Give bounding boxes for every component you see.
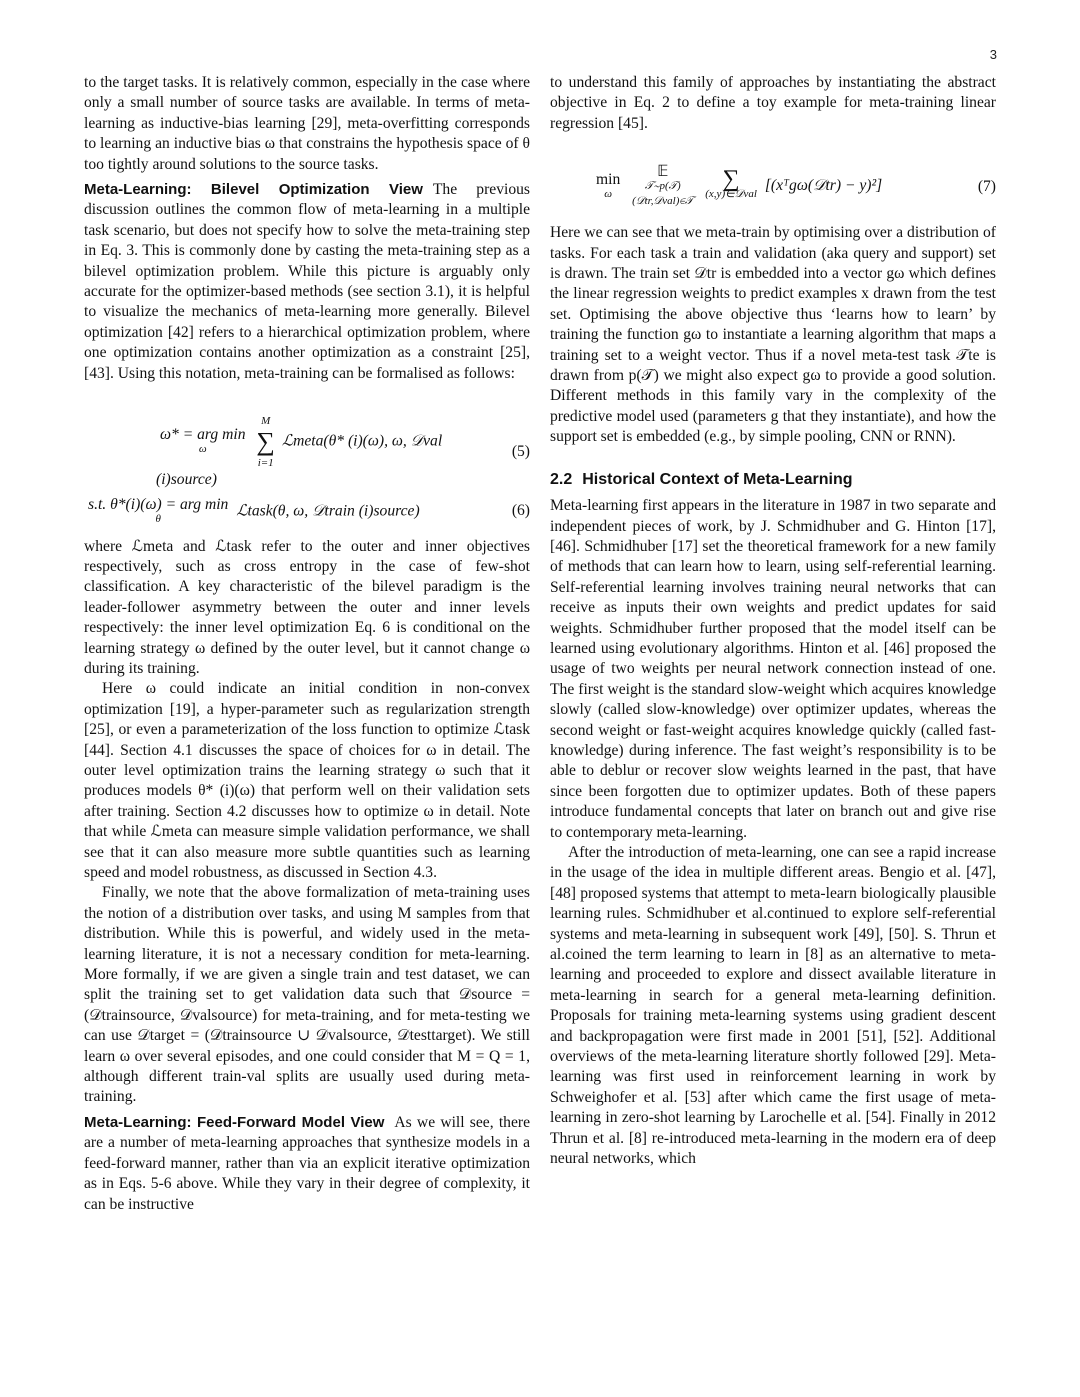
paragraph-after-introduction: After the introduction of meta-learning, one can see a rapid increase in the usage of the idea in multiple different areas. Bengio et al. [47], [48] proposed systems that attempt to meta-learn biologically plausible learning rules. Schmidhuber et al.continued to explore self-referential systems and meta-learning in subsequent work [49], [50]. S. Thrun et al.coined the term learning to learn in [8] as an alternative to meta-learning and proceeded to explore and dissect available literature in meta-learning in search for a general meta-learning definition. Proposals for training meta-learning systems using gradient descent and backpropagation were first made in 2001 [51], [52]. Additional overviews of the meta-learning literature shortly followed [29]. Meta-learning was first used in reinforcement learning in work by Schweighofer et al. [53] after which came the first usage of meta-learning in zero-shot learning by Larochelle et al. [54]. Finally in 2012 Thrun et al. [8] re-introduced meta-learning in the modern era of deep neural networks, which bbox=[550, 844, 996, 1168]
paragraph-history: Meta-learning first appears in the literature in 1987 in two separate and independent pieces of work, by J. Schmidhuber and G. Hinton [17], [46]. Schmidhuber [17] set the theoretical framework for a new family of methods that can learn how to learn, using self-referential learning. Self-referential learning involves training neural networks that can receive as inputs their own weights and predict updates for said weights. Schmidhuber further proposed that the model itself can be learned using evolutionary algorithms. Hinton et al. [46] proposed the usage of two weights per neural network connection instead of one. The first weight is the standard slow-weight which acquires knowledge slowly (called slow-knowledge) over optimizer updates, whereas the second weight or fast-weight acquires knowledge quickly (called fast-knowledge) during inference. The fast weight’s responsibility is to be able to deblur or recover slow weights learned in the past, that have since been forgotten due to optimizer updates. Both of these papers introduce fundamental concepts that later on branch out and give rise to contemporary meta-learning. bbox=[550, 497, 996, 841]
section-number: 2.2 bbox=[550, 470, 573, 488]
paragraph-where: where ℒmeta and ℒtask refer to the outer and inner objectives respectively, such as cross entropy in the case of few-shot classification. A key characteristic of the bilevel paradigm is the leader-follower asymmetry between the outer and inner levels respectively: the inner level optimization Eq. 6 is conditional on the learning strategy ω defined by the outer level, but it cannot change ω during its training. bbox=[84, 537, 530, 677]
paragraph-finally: Finally, we note that the above formalization of meta-training uses the notion of a distribution over tasks, and using M samples from that distribution. While this is powerful, and widely used in the meta-learning literature, it is not a necessary condition for meta-learning. More formally, if we are given a single train and test dataset, we can split the training set to get validation data such that 𝒟source = (𝒟trainsource, 𝒟valsource) for meta-training, and for meta-testing we can use 𝒟target = (𝒟trainsource ∪ 𝒟valsource, 𝒟testtarget). We still learn ω over several episodes, and one could consider that M = Q = 1, although different train-val splits are usually used during meta-training. bbox=[84, 884, 530, 1106]
paragraph-feed-forward bbox=[84, 1113, 530, 1215]
paragraph-here: Here ω could indicate an initial condition in non-convex optimization [19], a hyper-parameter such as regularization strength [25], or even a parameterization of the loss function to optimize ℒtask [44]. Section 4.1 discusses the space of choices for ω in detail. The outer level optimization trains the learning strategy ω such that it produces models θ* (i)(ω) that perform well on their validation sets after training. Section 4.2 discusses how to optimize ω in detail. Note that while ℒmeta can measure simple validation performance, we shall see that it can also measure more subtle quantities such as learning speed and model robustness, as discussed in Section 4.3. bbox=[84, 680, 530, 881]
feed-forward-text: As we will see, there are a number of meta-learning approaches that synthesize models in a feed-forward manner, rather than via an explicit iterative optimization as in Eqs. 5-6 above. While they vary in their degree of complexity, it can be instructive bbox=[84, 1113, 530, 1213]
right-column bbox=[550, 73, 996, 1170]
bilevel-text: The previous discussion outlines the common flow of meta-learning in a multiple task scenario, but does not specify how to solve the meta-training step in Eq. 3. This is commonly done by casting the meta-training step as a bilevel optimization problem. While this picture is arguably only accurate for the optimizer-based methods (see section 3.1), it is helpful to visualize the mechanics of meta-learning more generally. Bilevel optimization [42] refers to a hierarchical optimization problem, where one optimization contains another optimization as a constraint [25], [43]. Using this notation, meta-training can be formalised as follows: bbox=[84, 181, 530, 382]
equation-7 bbox=[550, 164, 996, 209]
feed-forward-heading: Meta-Learning: Feed-Forward Model View bbox=[84, 1113, 385, 1131]
section-title: Historical Context of Meta-Learning bbox=[582, 470, 853, 488]
bilevel-heading: Meta-Learning: Bilevel Optimization View bbox=[84, 181, 423, 199]
eq7-body: [(xᵀgω(𝒟tr) − y)²] bbox=[764, 177, 883, 195]
page-number: 3 bbox=[989, 47, 997, 62]
eq6-number: (6) bbox=[511, 502, 530, 520]
paragraph-meta-overfitting: to the target tasks. It is relatively common, especially in the case where only a small number of source tasks are available. In terms of meta-learning as inductive-bias learning [29], meta-overfitting corresponds to learning an inductive bias ω that constrains the hypothesis space of θ too tightly around solutions to the source tasks. bbox=[84, 74, 530, 173]
eq7-number: (7) bbox=[977, 177, 996, 195]
eq7-expectation: 𝔼 𝒯∼p(𝒯) (𝒟tr,𝒟val)∈𝒯 bbox=[632, 163, 694, 208]
eq5-argmin: ω* = arg min ω bbox=[160, 426, 246, 456]
eq6-argmin: s.t. θ*(i)(ω) = arg min θ bbox=[88, 495, 229, 525]
paragraph-toy-example: to understand this family of approaches by instantiating the abstract objective in Eq. 2 to define a toy example for meta-training linear regression [45]. bbox=[550, 74, 996, 132]
section-heading bbox=[550, 470, 996, 490]
left-column bbox=[84, 73, 530, 1215]
eq5-number: (5) bbox=[511, 443, 530, 461]
paragraph-meta-train: Here we can see that we meta-train by optimising over a distribution of tasks. For each task a train and validation (aka query and support) set is drawn. The train set 𝒟tr is embedded into a vector gω which defines the linear regression weights to predict examples x drawn from the test set. Optimising the above objective thus ‘learns how to learn’ by training the function gω to instantiate a learning algorithm that maps a training set to a weight vector. Thus if a novel meta-test task 𝒯te is drawn from p(𝒯) we might also expect gω to provide a good solution. Different methods in this family vary in the complexity of the predictive model used (parameters g that they instantiate), and how the support set is embedded (e.g., by simple pooling, CNN or RNN). bbox=[550, 224, 996, 446]
paragraph-bilevel bbox=[84, 180, 530, 384]
eq5-sum: M ∑ i=1 bbox=[256, 415, 275, 470]
equation-5 bbox=[84, 414, 530, 490]
eq7-sum: ∑ (x,y)∈𝒟val bbox=[705, 165, 757, 200]
eq6-body: ℒtask(θ, ω, 𝒟train (i)source) bbox=[236, 502, 420, 520]
eq5-body: ℒmeta(θ* (i)(ω), ω, 𝒟val (i)source) bbox=[156, 432, 443, 489]
equation-6 bbox=[84, 497, 530, 527]
eq7-min: min ω bbox=[596, 170, 621, 200]
